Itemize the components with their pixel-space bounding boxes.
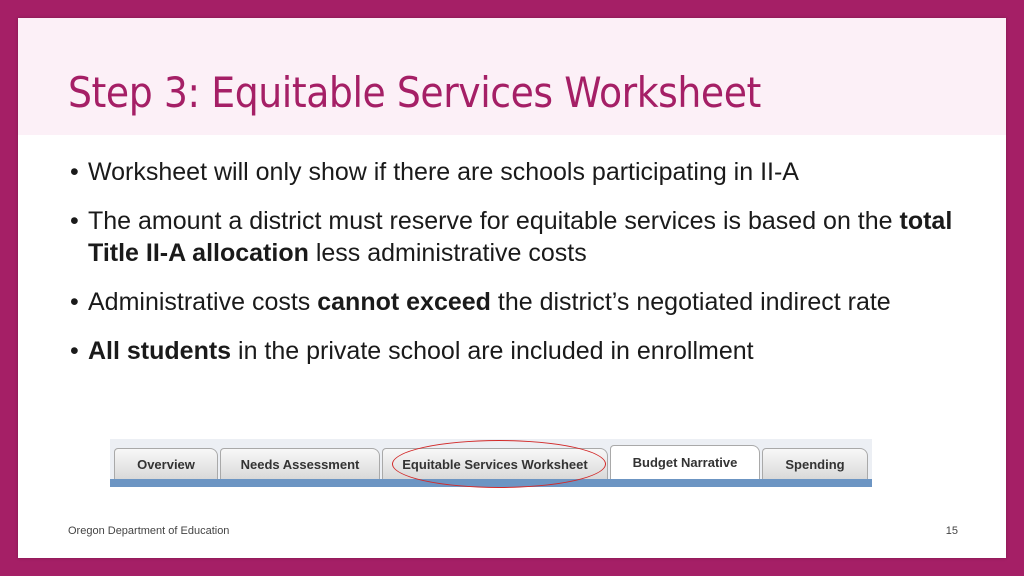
bullet-text: Administrative costs (88, 288, 318, 316)
tab-budget-narrative[interactable]: Budget Narrative (610, 445, 760, 479)
tab-needs-assessment[interactable]: Needs Assessment (220, 448, 380, 479)
bullet-icon: • (70, 158, 79, 186)
tab-equitable-services-worksheet[interactable]: Equitable Services Worksheet (382, 448, 608, 479)
bullet-icon: • (70, 288, 79, 316)
tab-overview[interactable]: Overview (114, 448, 218, 479)
bullet-item (70, 335, 960, 367)
slide-title: Step 3: Equitable Services Worksheet (68, 68, 761, 117)
bullet-text: The amount a district must reserve for equitable services is based on the (88, 207, 900, 235)
bullet-item (70, 286, 960, 318)
bullet-text: in the private school are included in enrollment (231, 337, 754, 365)
title-band (18, 18, 1006, 135)
bullet-text: the district’s negotiated indirect rate (490, 288, 891, 316)
bullet-bold-text: All students (88, 337, 232, 365)
bullet-icon: • (70, 207, 79, 235)
tab-spending[interactable]: Spending (762, 448, 868, 479)
tabs-screenshot (110, 439, 872, 487)
page-number: 15 (945, 525, 958, 537)
bullet-item (70, 156, 960, 188)
bullet-text: less administrative costs (308, 239, 587, 267)
bullet-bold-text: total Title II-A allocation (88, 207, 953, 267)
bullet-list (70, 156, 960, 384)
bullet-bold-text: cannot exceed (317, 288, 491, 316)
bullet-item (70, 205, 960, 269)
bullet-icon: • (70, 337, 79, 365)
footer-text: Oregon Department of Education (68, 525, 230, 537)
slide (18, 18, 1006, 558)
tab-bar-underline (110, 479, 872, 487)
bullet-text: Worksheet will only show if there are schools participating in II-A (88, 158, 799, 186)
